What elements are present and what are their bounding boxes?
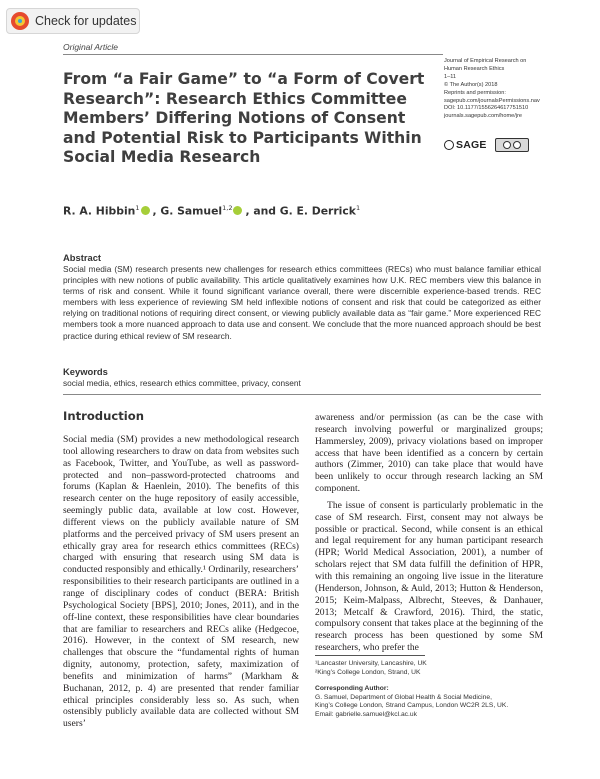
body-column-right	[315, 412, 543, 654]
footnote-divider	[315, 655, 425, 656]
creative-commons-icon	[495, 138, 529, 152]
abstract-heading: Abstract	[63, 252, 102, 263]
corresponding-author-heading: Corresponding Author:	[315, 685, 389, 692]
body-paragraph: awareness and/or permission (as can be the case with research involving powerful or marginalized groups; Hammersley, 2009), privacy violations based on improper access that have been identified as a concern by certain authors (Zimmer, 2010) can take place that would have been unlikely to occur through research lacking an SM component.	[315, 412, 543, 495]
author-list: R. A. Hibbin$^1$ , G. Samuel$^{1,2}$ , and G. E. Derrick$^1$	[63, 204, 361, 218]
affiliation-line: ¹Lancaster University, Lancashire, UK	[315, 660, 427, 667]
check-for-updates-button[interactable]	[6, 8, 140, 34]
article-title: From “a Fair Game” to “a Form of Covert Research”: Research Ethics Committee Members’ Differing Notions of Consent and Potential Risk to Participants Within Social Media Research	[63, 70, 425, 166]
keywords-heading: Keywords	[63, 366, 108, 377]
article-type: Original Article	[63, 42, 118, 52]
header-divider	[63, 54, 443, 55]
corresponding-author-line: King’s College London, Strand Campus, London WC2R 2LS, UK.	[315, 702, 509, 710]
abstract-text: Social media (SM) research presents new challenges for research ethics committees (RECs) who must balance familiar ethical principles with new notions of public availability. This article qualitatively examines how U.K. REC members view this balance in terms of risk and consent. While it found significant variance overall, there were discernible experience-based trends. REC members with less experience of reviewing SM held inflexible notions of consent and risk that could be categorized as either relying on traditional notions of requiring direct consent, or viewing publicly available data as “fair game.” More experienced REC members took a more nuanced approach to data use and consent. We conclude that the more nuanced approach should be best practice during ethical review of SM research.	[63, 264, 541, 341]
sage-logo	[444, 139, 487, 151]
orcid-icon[interactable]	[233, 206, 242, 215]
check-for-updates-label: Check for updates	[35, 14, 137, 28]
journal-info-line: Human Research Ethics	[444, 65, 505, 72]
introduction-heading: Introduction	[63, 409, 144, 423]
affiliations	[315, 660, 427, 677]
journal-info-line: Reprints and permission:	[444, 89, 506, 96]
publisher-logos	[444, 138, 529, 152]
corresponding-author	[315, 685, 545, 720]
corresponding-author-email[interactable]: Email: gabrielle.samuel@kcl.ac.uk	[315, 711, 417, 719]
crossmark-icon	[11, 12, 29, 30]
sage-logo-text: SAGE	[456, 139, 487, 151]
affiliation-line: ²King’s College London, Strand, UK	[315, 668, 421, 676]
corresponding-author-line: G. Samuel, Department of Global Health & Social Medicine,	[315, 693, 492, 701]
author-name: , and G. E. Derrick	[245, 204, 356, 218]
sage-mark-icon	[444, 140, 454, 150]
author-name: , G. Samuel	[152, 204, 223, 218]
keywords-text: social media, ethics, research ethics committee, privacy, consent	[63, 378, 301, 388]
section-divider	[63, 394, 541, 395]
author-name: R. A. Hibbin	[63, 204, 136, 218]
journal-info-line: 1–11	[444, 73, 457, 80]
body-paragraph: Social media (SM) provides a new methodological research tool allowing researchers to draw on data from websites such as Facebook, Twitter, and YouTube, as well as password-protected and non–password-protected chatrooms and forums (Kaplan & Haenlein, 2010). The benefits of this research center on the huge repository of easily accessible, seemingly public data, available at low cost. However, different views on the publicly available nature of SM platforms and the perceived privacy of SM users present an ethically gray area for research ethics committees (RECs) charged with ensuring that research using SM data is conducted responsibly and ethically.¹ Ordinarily, researchers’ responsibilities to their research participants are outlined in a range of disciplinary codes of conduct (BERA: British Psychological Society [BPS], 2010; Jones, 2011), and in the off-line context, these responsibilities have clear boundaries that are familiar to researchers and RECs alike (Hedgecoe, 2016). However, in the context of SM research, new challenges that obscure the “fundamental rights of human dignity, autonomy, protection, safety, maximization of benefits and minimization of harms” (Markham & Buchanan, 2012, p. 4) are presented that render familiar ethical principles considerably less so. As such, when ostensibly publicly available data are collected without SM users’	[63, 434, 299, 730]
journal-info-line: Journal of Empirical Research on	[444, 58, 527, 64]
body-column-left	[63, 434, 299, 730]
journal-info-line: © The Author(s) 2018	[444, 81, 498, 88]
journal-info-line: sagepub.com/journalsPermissions.nav	[444, 97, 540, 104]
journal-info	[444, 58, 594, 121]
journal-info-line: DOI: 10.1177/1556264617751510	[444, 105, 529, 112]
orcid-icon[interactable]	[141, 206, 150, 215]
journal-info-line: journals.sagepub.com/home/jre	[444, 113, 523, 120]
body-paragraph: The issue of consent is particularly problematic in the case of SM research. First, consent may not always be possible or practical. Second, while consent is an ethical and legal requirement for any human participant research (HPR; World Medical Association, 2001), a number of scholars reject that SM data fulfill the definition of HPR, with this remaining an ongoing live issue in the literature (Henderson, Johnson, & Auld, 2013; Hutton & Henderson, 2015; Keim-Malpass, Albrecht, Steeves, & Danhauer, 2013; Metcalf & Crawford, 2016). Third, the static, compulsory consent that takes place at the beginning of the research process has been questioned by some SM researchers, who prefer the	[315, 499, 543, 654]
